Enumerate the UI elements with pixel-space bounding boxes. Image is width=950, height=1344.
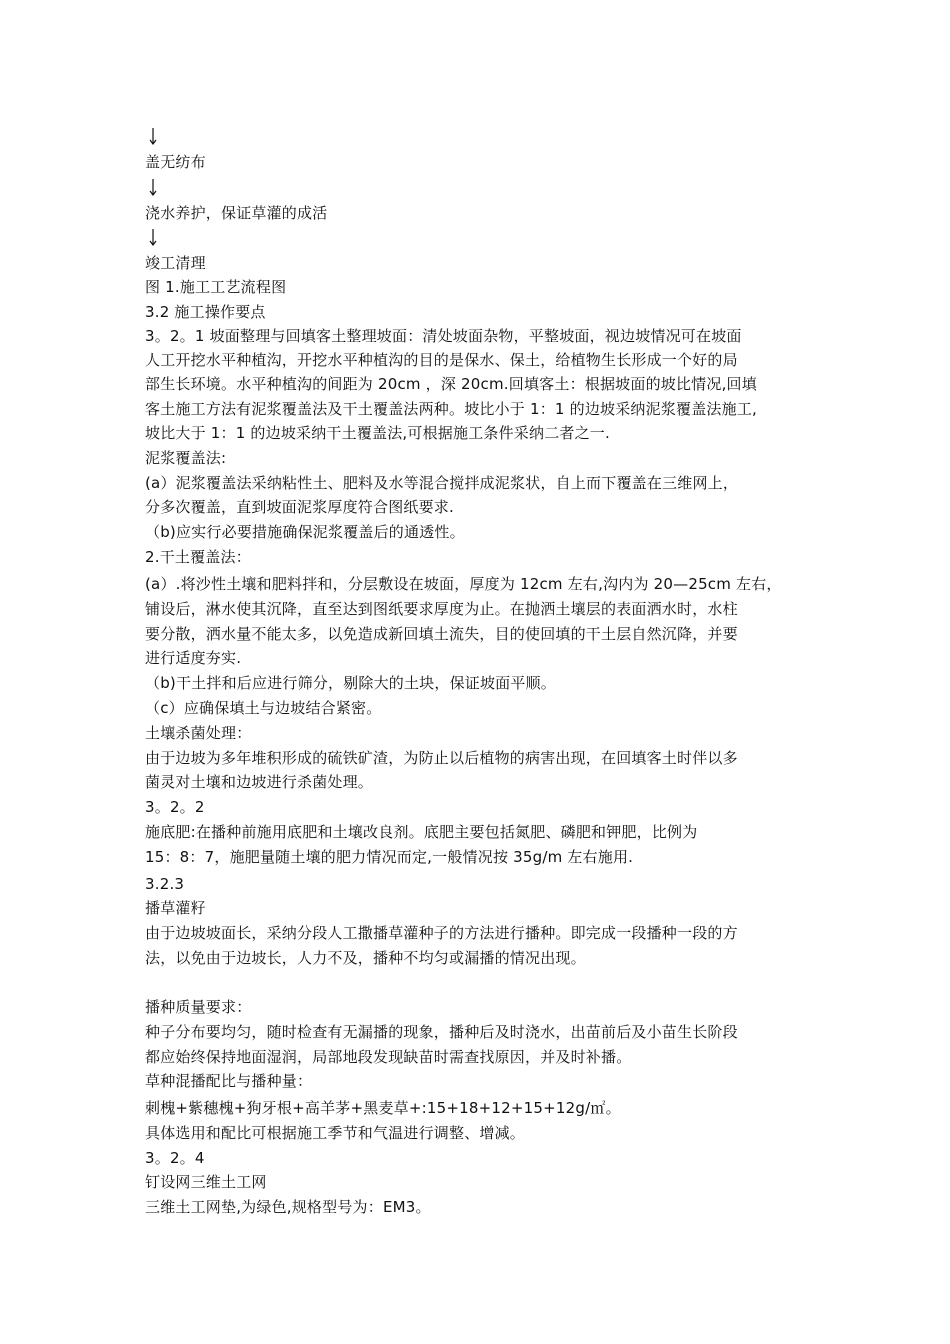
section-number: 3。2。2 [145, 798, 205, 816]
flow-step: 浇水养护，保证草灌的成活 [145, 204, 328, 222]
text-line: 由于边坡坡面长，采纳分段人工撒播草灌种子的方法进行播种。即完成一段播种一段的方 [145, 924, 738, 942]
section-number: 3。2。4 [145, 1149, 205, 1167]
down-arrow-icon [147, 127, 159, 147]
down-arrow-icon [147, 228, 159, 248]
text-line: 由于边坡为多年堆积形成的硫铁矿渣，为防止以后植物的病害出现，在回填客土时伴以多 [145, 749, 738, 767]
text-line: 菌灵对土壤和边坡进行杀菌处理。 [145, 773, 374, 791]
text-line: 分多次覆盖，直到坡面泥浆厚度符合图纸要求. [145, 498, 454, 516]
text-line: (a）泥浆覆盖法采纳粘性土、肥料及水等混合搅拌成泥浆状，自上而下覆盖在三维网上， [145, 474, 739, 492]
subheading: 土壤杀菌处理： [145, 724, 252, 742]
text-line: (a）.将沙性土壤和肥料拌和，分层敷设在坡面，厚度为 12cm 左右,沟内为 20—25cm 左右， [145, 575, 782, 593]
subheading: 播种质量要求： [145, 998, 252, 1016]
text-line: 进行适度夯实. [145, 649, 242, 667]
text-line: 种子分布要均匀，随时检查有无漏播的现象，播种后及时浇水，出苗前后及小苗生长阶段 [145, 1023, 738, 1041]
section-heading: 3.2 施工操作要点 [145, 303, 266, 321]
text-line: 施底肥:在播种前施用底肥和土壤改良剂。底肥主要包括氮肥、磷肥和钾肥，比例为 [145, 823, 698, 841]
section-number: 3.2.3 [145, 875, 185, 893]
text-line: 客土施工方法有泥浆覆盖法及干土覆盖法两种。坡比小于 1：1 的边坡采纳泥浆覆盖法施工, [145, 400, 757, 418]
subheading: 钉设网三维土工网 [145, 1173, 267, 1191]
figure-caption: 图 1.施工工艺流程图 [145, 278, 287, 296]
text-line: 坡比大于 1：1 的边坡采纳干土覆盖法,可根据施工条件采纳二者之一. [145, 424, 610, 442]
subheading: 2.干土覆盖法： [145, 548, 251, 566]
text-line: 3。2。1 坡面整理与回填客土整理坡面：清处坡面杂物，平整坡面，视边坡情况可在坡面 [145, 327, 742, 345]
text-line: 要分散，洒水量不能太多，以免造成新回填土流失，目的使回填的干土层自然沉降，并要 [145, 625, 738, 643]
text-line: 部生长环境。水平种植沟的间距为 20cm ，深 20cm.回填客土：根据坡面的坡比情况,回填 [145, 375, 757, 393]
text-line: 三维土工网垫,为绿色,规格型号为：EM3。 [145, 1198, 431, 1216]
down-arrow-icon [147, 178, 159, 198]
text-line: 铺设后，淋水使其沉降，直至达到图纸要求厚度为止。在抛洒土壤层的表面洒水时，水柱 [145, 600, 738, 618]
subheading: 泥浆覆盖法: [145, 449, 227, 467]
text-line: 15：8：7，施肥量随土壤的肥力情况而定,一般情况按 35g/m 左右施用. [145, 848, 634, 866]
text-line: （c）应确保填土与边坡结合紧密。 [145, 699, 382, 717]
text-line: （b)应实行必要措施确保泥浆覆盖后的通透性。 [145, 523, 465, 541]
text-line: 人工开挖水平种植沟，开挖水平种植沟的目的是保水、保土，给植物生长形成一个好的局 [145, 351, 738, 369]
flow-step: 竣工清理 [145, 254, 206, 272]
subheading: 播草灌籽 [145, 899, 206, 917]
text-line: 法，以免由于边坡长，人力不及，播种不均匀或漏播的情况出现。 [145, 949, 586, 967]
text-line: （b)干土拌和后应进行筛分，剔除大的土块，保证坡面平顺。 [145, 674, 556, 692]
text-line: 刺槐+紫穗槐+狗牙根+高羊茅+黑麦草+:15+18+12+15+12g/㎡。 [145, 1099, 621, 1117]
text-line: 具体选用和配比可根据施工季节和气温进行调整、增减。 [145, 1124, 526, 1142]
flow-step: 盖无纺布 [145, 153, 206, 171]
text-line: 都应始终保持地面湿润，局部地段发现缺苗时需查找原因，并及时补播。 [145, 1048, 632, 1066]
subheading: 草种混播配比与播种量： [145, 1072, 313, 1090]
